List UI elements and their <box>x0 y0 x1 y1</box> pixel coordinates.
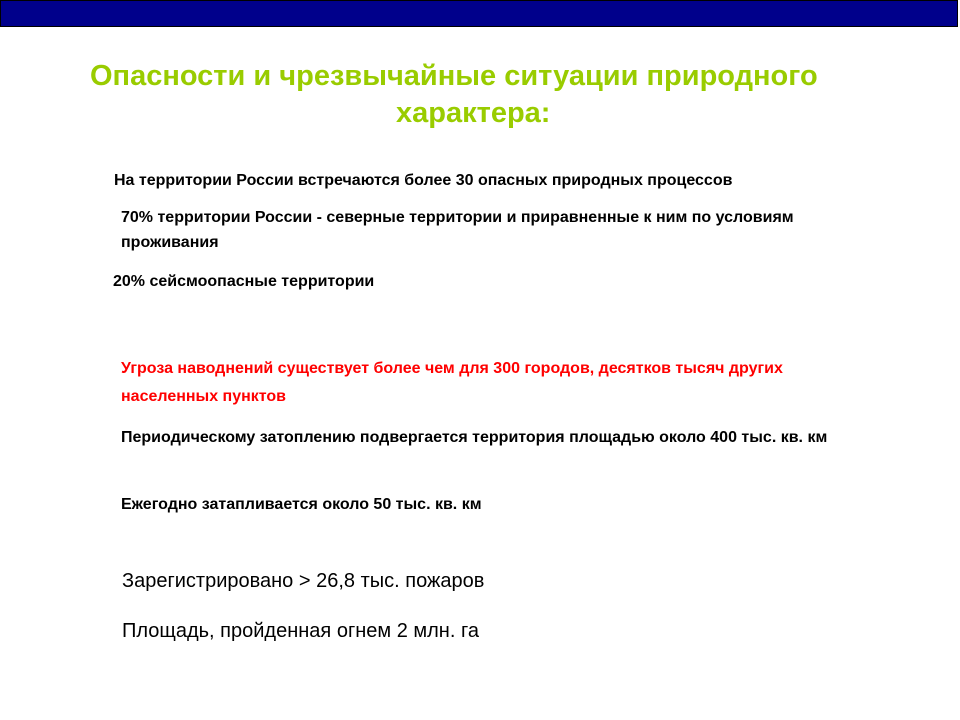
fact-northern-territories: 70% территории России - северные территории и приравненные к ним по условиям проживания <box>121 209 794 251</box>
flood-annual: Ежегодно затапливается около 50 тыс. кв. км <box>121 496 482 513</box>
fires-registered: Зарегистрировано > 26,8 тыс. пожаров <box>122 570 485 592</box>
slide-title <box>90 58 930 132</box>
top-bar <box>0 0 958 27</box>
fact-seismic-territories: 20% сейсмоопасные территории <box>113 273 375 290</box>
flood-threat: Угроза наводнений существует более чем для 300 городов, десятков тысяч других населенных пунктов <box>121 360 783 405</box>
slide-title-line-2: характера: <box>396 97 551 129</box>
fact-processes: На территории России встречаются более 30 опасных природных процессов <box>114 172 733 189</box>
slide-title-line-1: Опасности и чрезвычайные ситуации природного <box>90 60 818 92</box>
flood-periodic: Периодическому затоплению подвергается территория площадью около 400 тыс. кв. км <box>121 429 828 446</box>
fires-area: Площадь, пройденная огнем 2 млн. га <box>122 620 479 642</box>
